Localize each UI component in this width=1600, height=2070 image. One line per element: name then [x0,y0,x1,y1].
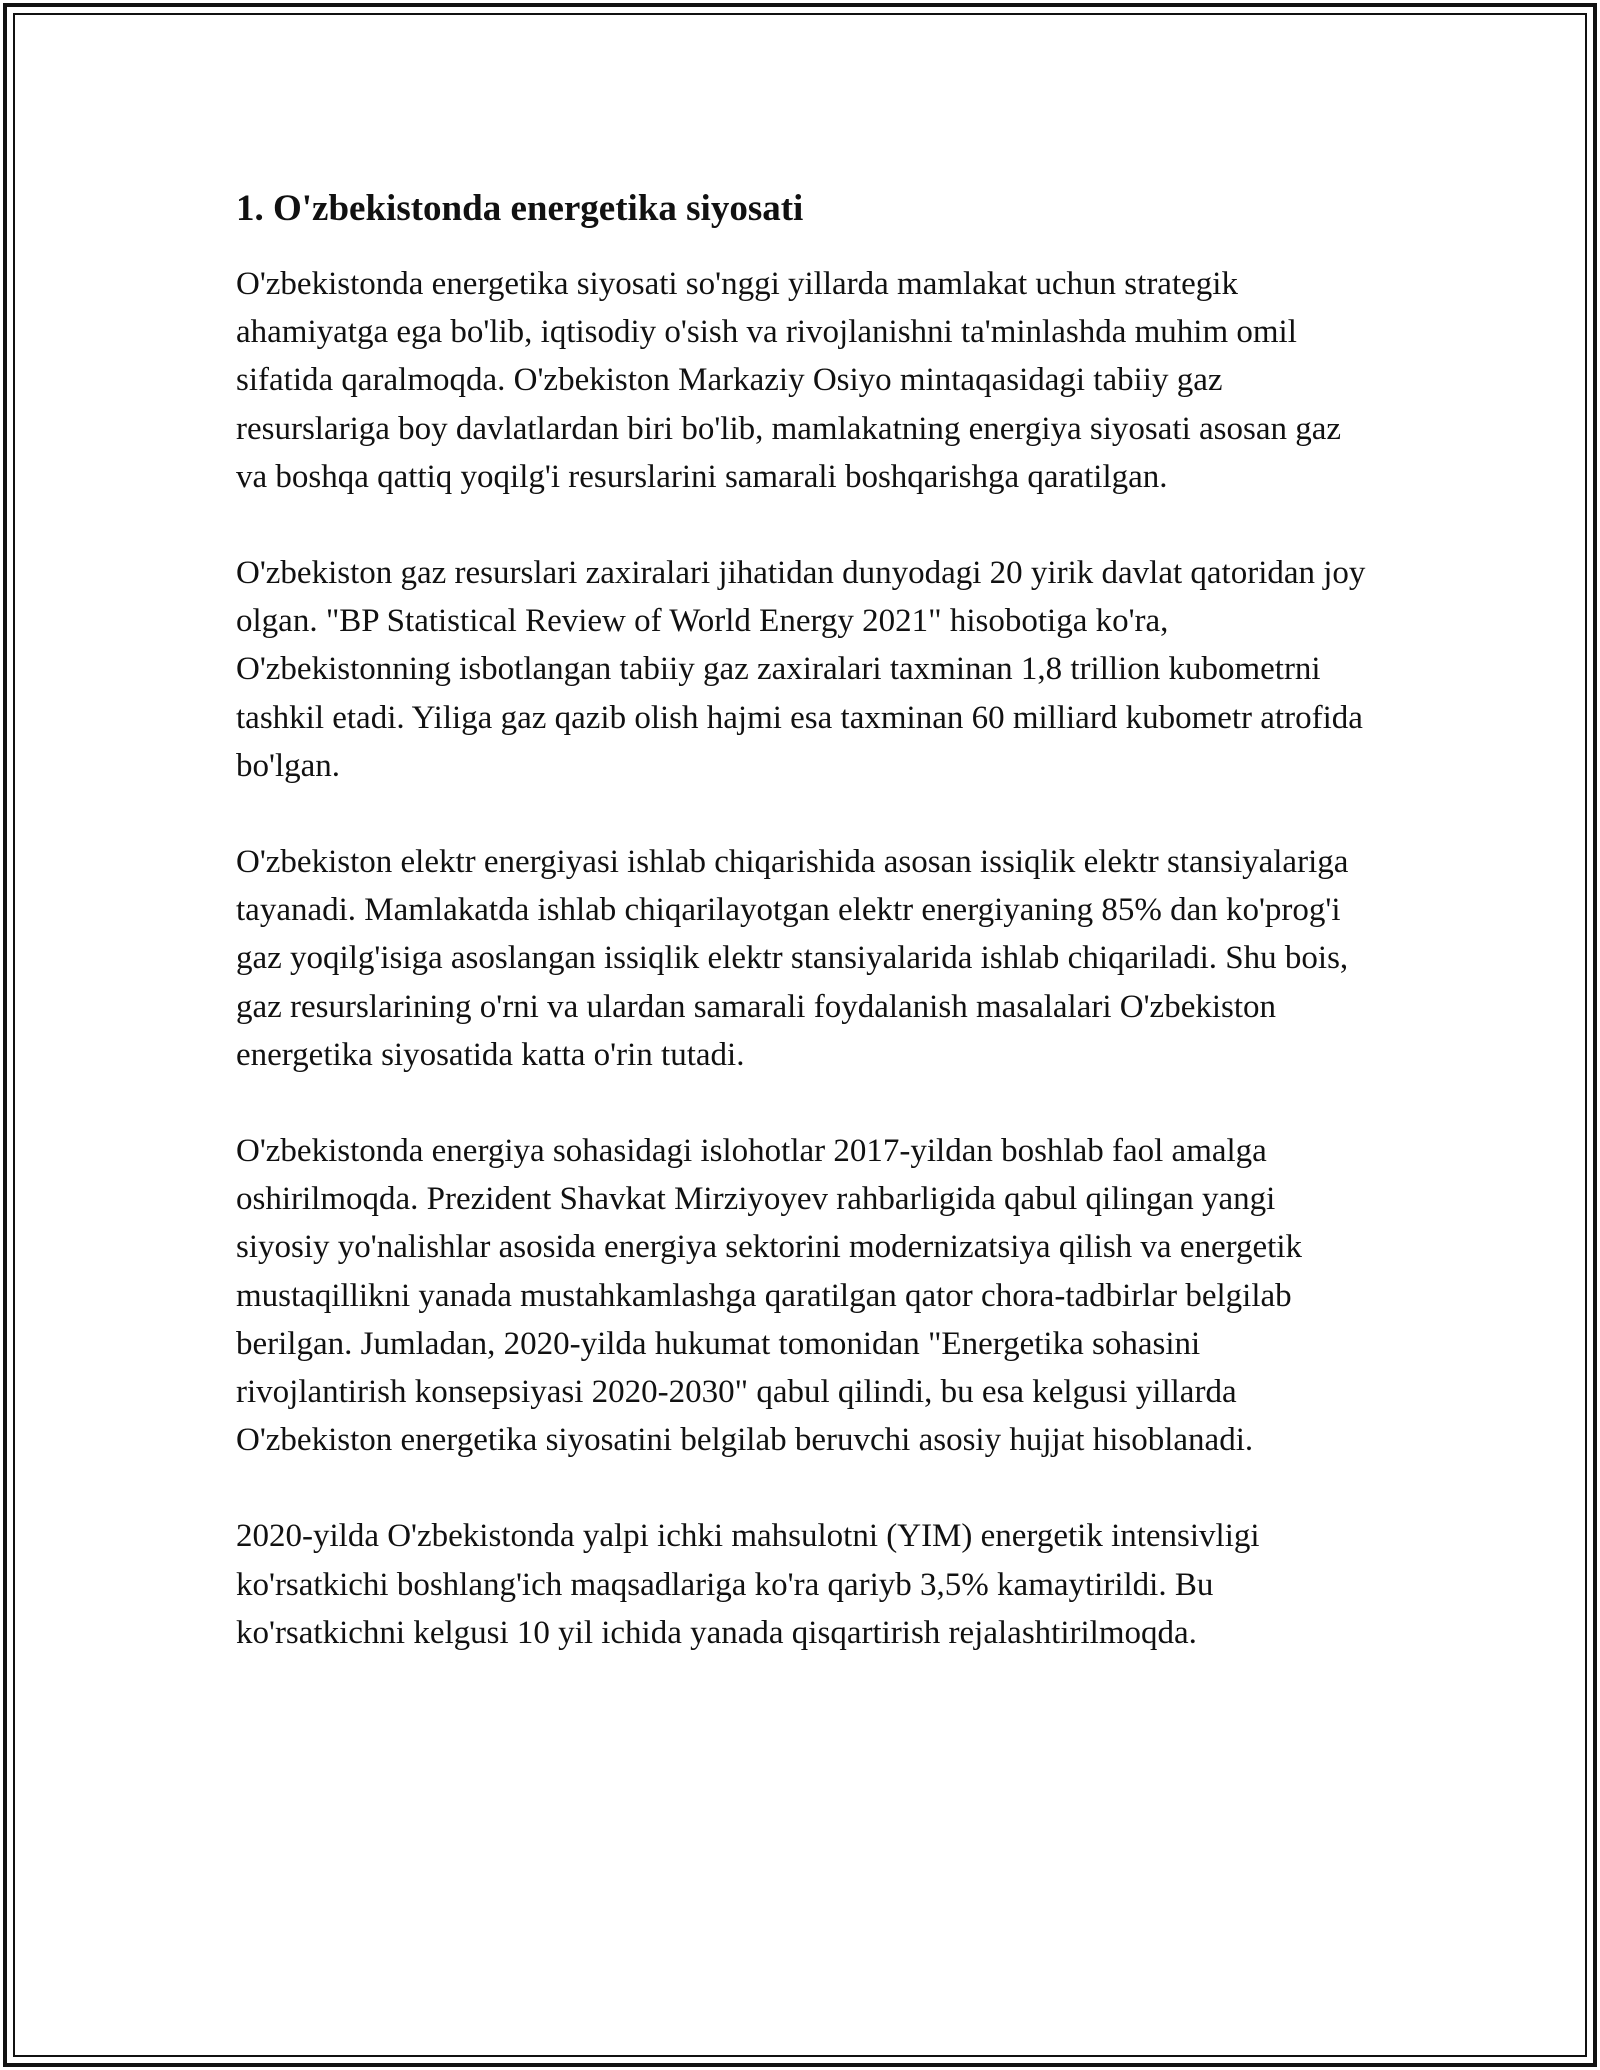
section-heading: 1. O'zbekistonda energetika siyosati [236,188,804,229]
paragraph-electricity-generation: O'zbekiston elektr energiyasi ishlab chiqarishida asosan issiqlik elektr stansiyalariga tayanadi. Mamlakatda ishlab chiqarilayotgan elektr energiyaning 85% dan ko'prog'i gaz yoqilg'isiga asoslangan issiqlik elektr stansiyalarida ishlab chiqariladi. Shu bois, gaz resurslarining o'rni va ulardan samarali foydalanish masalalari O'zbekiston energetika siyosatida katta o'rin tutadi. [236,844,1349,1073]
paragraph-energy-intensity: 2020-yilda O'zbekistonda yalpi ichki mahsulotni (YIM) energetik intensivligi ko'rsatkichi boshlang'ich maqsadlariga ko'ra qariyb 3,5% kamaytirildi. Bu ko'rsatkichni kelgusi 10 yil ichida yanada qisqartirish rejalashtirilmoqda. [236,1518,1260,1651]
paragraph-energy-reforms: O'zbekistonda energiya sohasidagi islohotlar 2017-yildan boshlab faol amalga oshirilmoqda. Prezident Shavkat Mirziyoyev rahbarligida qabul qilingan yangi siyosiy yo'nalishlar asosida energiya sektorini modernizatsiya qilish va energetik mustaqillikni yanada mustahkamlashga qaratilgan qator chora-tadbirlar belgilab berilgan. Jumladan, 2020-yilda hukumat tomonidan "Energetika sohasini rivojlantirish konsepsiyasi 2020-2030" qabul qilindi, bu esa kelgusi yillarda O'zbekiston energetika siyosatini belgilab beruvchi asosiy hujjat hisoblanadi. [236,1133,1302,1459]
paragraph-energy-policy-overview: O'zbekistonda energetika siyosati so'nggi yillarda mamlakat uchun strategik ahamiyatga ega bo'lib, iqtisodiy o'sish va rivojlanishni ta'minlashda muhim omil sifatida qaralmoqda. O'zbekiston Markaziy Osiyo mintaqasidagi tabiiy gaz resurslariga boy davlatlardan biri bo'lib, mamlakatning energiya siyosati asosan gaz va boshqa qattiq yoqilg'i resurslarini samarali boshqarishga qaratilgan. [236,266,1342,495]
paragraph-gas-reserves: O'zbekiston gaz resurslari zaxiralari jihatidan dunyodagi 20 yirik davlat qatoridan joy olgan. "BP Statistical Review of World Energy 2021" hisobotiga ko'ra, O'zbekistonning isbotlangan tabiiy gaz zaxiralari taxminan 1,8 trillion kubometrni tashkil etadi. Yiliga gaz qazib olish hajmi esa taxminan 60 milliard kubometr atrofida bo'lgan. [236,555,1366,784]
document-body [236,186,1376,1705]
